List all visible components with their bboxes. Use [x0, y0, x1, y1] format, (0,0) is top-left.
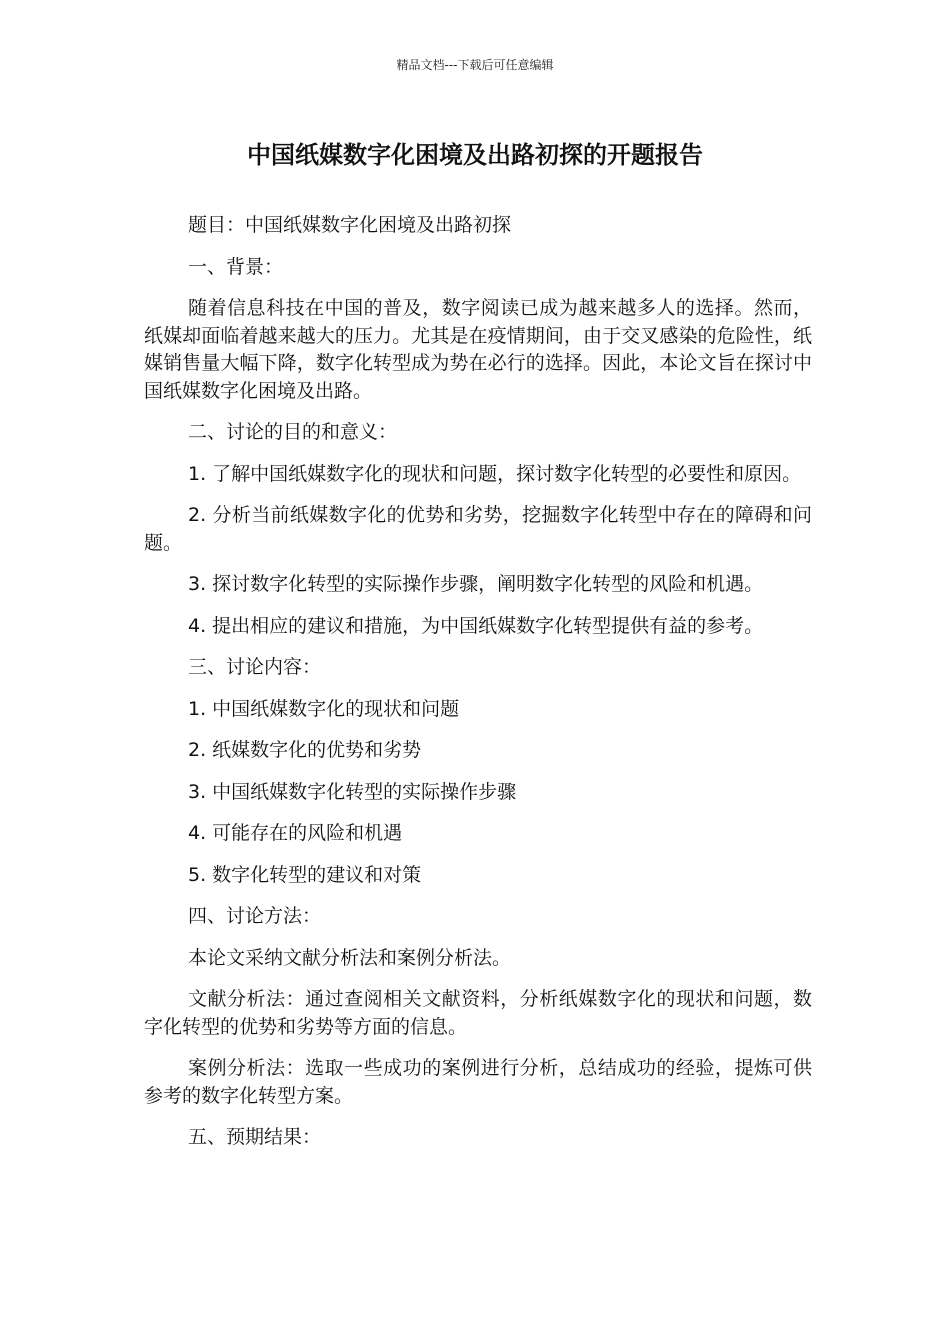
document-title: 中国纸媒数字化困境及出路初探的开题报告	[247, 141, 703, 169]
purpose-item-1: 1. 了解中国纸媒数字化的现状和问题，探讨数字化转型的必要性和原因。	[188, 462, 802, 485]
section-heading-method: 四、讨论方法：	[188, 905, 322, 927]
header-note: 精品文档---下载后可任意编辑	[396, 58, 554, 72]
background-paragraph: 随着信息科技在中国的普及，数字阅读已成为越来越多人的选择。然而，纸媒却面临着越来越大的压力。尤其是在疫情期间，由于交叉感染的危险性，纸媒销售量大幅下降，数字化转型成为势在必行的选择。因此，本论文旨在探讨中国纸媒数字化困境及出路。	[144, 297, 812, 402]
section-heading-purpose: 二、讨论的目的和意义：	[188, 421, 398, 443]
content-item-5: 5. 数字化转型的建议和对策	[188, 863, 422, 886]
purpose-item-3: 3. 探讨数字化转型的实际操作步骤，阐明数字化转型的风险和机遇。	[188, 573, 764, 595]
case-method-paragraph: 案例分析法：选取一些成功的案例进行分析，总结成功的经验，提炼可供参考的数字化转型方案。	[144, 1057, 812, 1107]
content-item-4: 4. 可能存在的风险和机遇	[188, 822, 403, 844]
section-heading-expected-results: 五、预期结果：	[188, 1126, 322, 1148]
literature-method-paragraph: 文献分析法：通过查阅相关文献资料，分析纸媒数字化的现状和问题，数字化转型的优势和劣势等方面的信息。	[144, 988, 812, 1038]
content-item-3: 3. 中国纸媒数字化转型的实际操作步骤	[188, 780, 517, 803]
document-body	[144, 212, 812, 1166]
purpose-item-4: 4. 提出相应的建议和措施，为中国纸媒数字化转型提供有益的参考。	[188, 614, 764, 637]
method-paragraph: 本论文采纳文献分析法和案例分析法。	[188, 946, 512, 969]
content-item-2: 2. 纸媒数字化的优势和劣势	[188, 739, 422, 761]
section-heading-content: 三、讨论内容：	[188, 656, 322, 678]
purpose-item-2: 2. 分析当前纸媒数字化的优势和劣势，挖掘数字化转型中存在的障碍和问题。	[144, 504, 812, 554]
section-heading-background: 一、背景：	[188, 255, 284, 278]
topic-line: 题目：中国纸媒数字化困境及出路初探	[188, 214, 512, 236]
content-item-1: 1. 中国纸媒数字化的现状和问题	[188, 697, 460, 720]
